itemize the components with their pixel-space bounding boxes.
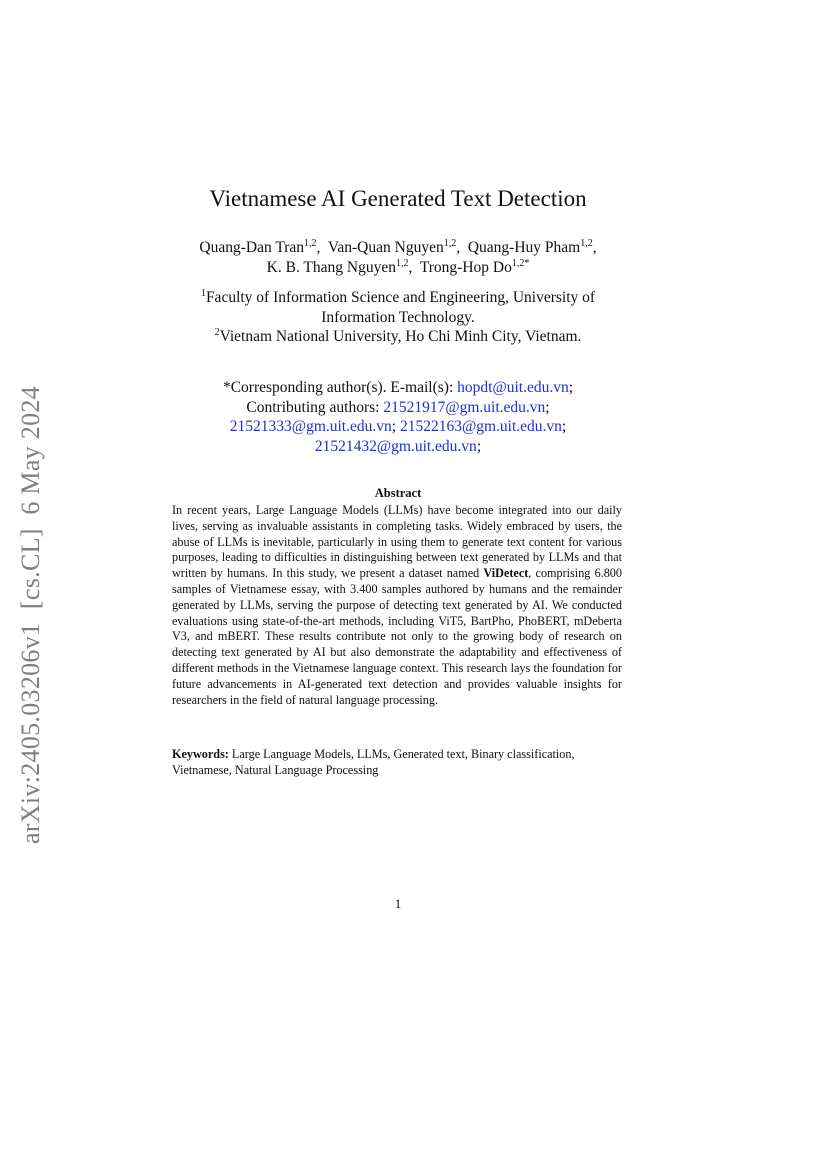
contributing-email-link[interactable]: 21521432@gm.uit.edu.vn <box>314 437 477 455</box>
contributing-label: Contributing authors: <box>246 398 380 416</box>
author-affiliation-marker: 1,2* <box>511 258 530 269</box>
author-name: Quang-Huy Pham <box>467 239 581 256</box>
contributing-email-link[interactable]: 21521917@gm.uit.edu.vn <box>383 398 546 416</box>
author-name: K. B. Thang Nguyen <box>266 259 396 276</box>
abstract-text: In recent years, Large Language Models (LLMs) have become integrated into our daily lives, serving as invaluable assistants in completing tasks. Widely embraced by users, the abuse of LLMs is inevitable, particularly in using them to generate text content for various purposes, leading to difficulties in distinguishing between text generated by LLMs and that written by humans. In this study, we present a dataset named ViDetect, comprising 6.800 samples of Vietnamese essay, with 3.400 samples authored by humans and the remainder generated by LLMs, serving the purpose of detecting text generated by AI. We conducted evaluations using state-of-the-art methods, including ViT5, BartPho, PhoBERT, mDeberta V3, and mBERT. These results contribute not only to the growing body of research on detecting text generated by AI but also demonstrate the adaptability and effectiveness of different methods in the Vietnamese language context. This research lays the foundation for future advancements in AI-generated text detection and provides valuable insights for researchers in the field of natural language processing. <box>172 503 622 707</box>
author-affiliation-marker: 1,2 <box>580 238 593 249</box>
affiliation-item: $^2$Vietnam National University, Ho Chi Minh City, Vietnam. <box>214 327 582 345</box>
arxiv-identifier-stamp: arXiv:2405.03206v1 [cs.CL] 6 May 2024 <box>16 386 45 844</box>
author-affiliation-marker: 1,2 <box>304 238 317 249</box>
author-name: Quang-Dan Tran <box>199 239 305 256</box>
dataset-name: ViDetect <box>483 566 529 581</box>
abstract-heading: Abstract <box>374 486 422 500</box>
keywords-label: Keywords: <box>172 747 229 761</box>
paper-title: Vietnamese AI Generated Text Detection <box>209 186 587 211</box>
affiliation-item: $^1$Faculty of Information Science and Engineering, University of <box>200 288 596 306</box>
affiliation-list <box>0 288 796 347</box>
keywords-text: Large Language Models, LLMs, Generated text, Binary classification, Vietnamese, Natural Language Processing <box>172 747 575 777</box>
page-number: 1 <box>394 896 402 911</box>
affiliation-item-continuation: Information Technology. <box>321 308 475 326</box>
keywords-section <box>172 747 622 779</box>
author-name: Van-Quan Nguyen <box>327 239 444 256</box>
contributing-email-link[interactable]: 21522163@gm.uit.edu.vn <box>399 418 562 435</box>
author-affiliation-marker: 1,2 <box>395 258 409 269</box>
contact-emails: *Corresponding author(s). E-mail(s): hopdt@uit.edu.vn; Contributing authors: 21521917@gm.uit.edu.vn; 21521333@gm.uit.edu.vn; 21522163@gm.uit.edu.vn; 21521432@gm.uit.edu.vn; <box>222 379 574 455</box>
author-list: Quang-Dan Tran$^{1,2}$, Van-Quan Nguyen$^{1,2}$, Quang-Huy Pham$^{1,2}$, K. B. Thang Nguyen$^{1,2}$, Trong-Hop $Do^{1,2*}$ <box>199 238 597 276</box>
author-affiliation-marker: 1,2 <box>443 238 457 249</box>
contributing-email-link[interactable]: 21521333@gm.uit.edu.vn <box>229 418 392 435</box>
corresponding-label: *Corresponding author(s). E-mail(s): <box>222 379 454 396</box>
author-name: Trong-Hop Do <box>419 259 512 276</box>
corresponding-email-link[interactable]: hopdt@uit.edu.vn <box>457 379 569 396</box>
